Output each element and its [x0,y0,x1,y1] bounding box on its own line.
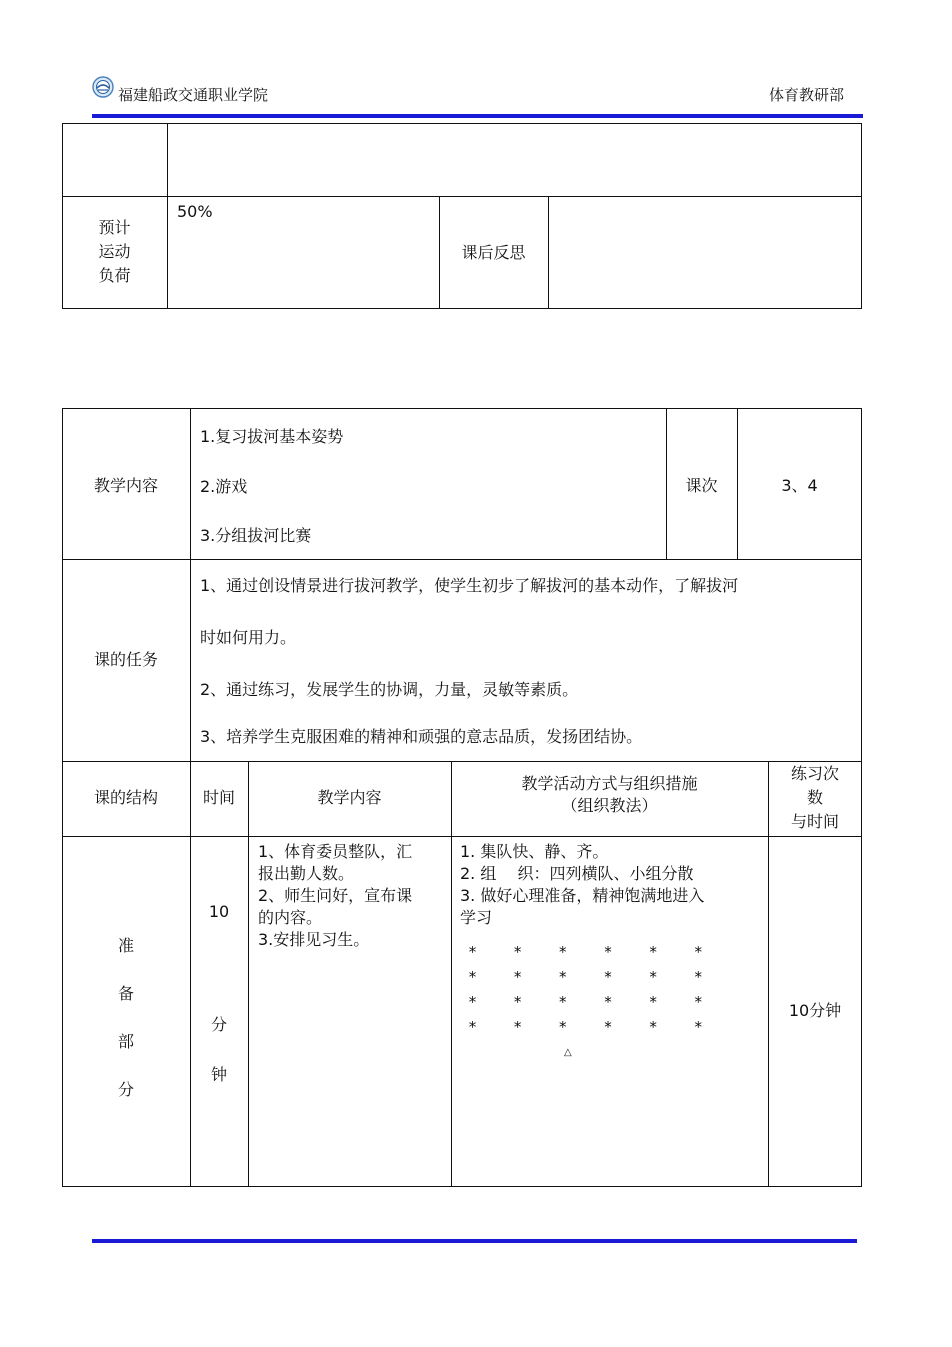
prep-time-number: 10 [208,902,230,921]
content-item: 3.分组拔河比赛 [200,526,312,545]
header-rule [92,114,863,118]
teacher-position-mark: △ [564,1047,572,1058]
task-line: 2、通过练习，发展学生的协调，力量，灵敏等素质。 [200,680,579,699]
formation-row: * * * * * * [468,993,703,1011]
content-item: 2.游戏 [200,477,248,496]
formation-row: * * * * * * [468,968,703,986]
task-line: 3、培养学生克服困难的精神和顽强的意志品质，发扬团结协。 [200,727,643,746]
page-header [92,74,862,110]
formation-row: * * * * * * [468,943,703,961]
prep-content: 1、体育委员整队，汇 报出勤人数。 2、师生问好，宣布课 的内容。 3.安排见习生。 [258,842,413,949]
prep-practice: 10分钟 [788,1001,842,1020]
reflection-label: 课后反思 [461,243,526,262]
col-practice: 练习次 数 与时间 [790,764,839,831]
load-value: 50% [177,202,213,221]
school-emblem-icon [92,76,114,98]
formation-diagram [468,940,703,1040]
school-name: 福建船政交通职业学院 [118,86,269,104]
load-label: 预计 运动 负荷 [98,218,131,285]
prep-structure: 准 备 部 分 [117,936,134,1099]
task-line: 1、通过创设情景进行拔河教学，使学生初步了解拔河的基本动作，了解拔河 [200,576,739,595]
col-structure: 课的结构 [93,788,158,807]
col-content: 教学内容 [317,788,382,807]
lesson-label: 课次 [685,476,718,495]
prep-time-unit: 分 钟 [210,1015,227,1084]
content-label: 教学内容 [93,476,158,495]
lesson-value: 3、4 [781,476,818,495]
task-line: 时如何用力。 [200,628,297,647]
col-time: 时间 [202,788,235,807]
department-name: 体育教研部 [768,86,844,104]
col-method: 教学活动方式与组织措施 （组织教法） [521,774,698,815]
prep-method: 1. 集队快、静、齐。 2. 组 织：四列横队、小组分散 3. 做好心理准备，精神饱满地进入 学习 [460,842,705,927]
content-item: 1.复习拔河基本姿势 [200,427,344,446]
task-label: 课的任务 [93,650,158,669]
formation-row: * * * * * * [468,1018,703,1036]
footer-rule [92,1239,857,1243]
